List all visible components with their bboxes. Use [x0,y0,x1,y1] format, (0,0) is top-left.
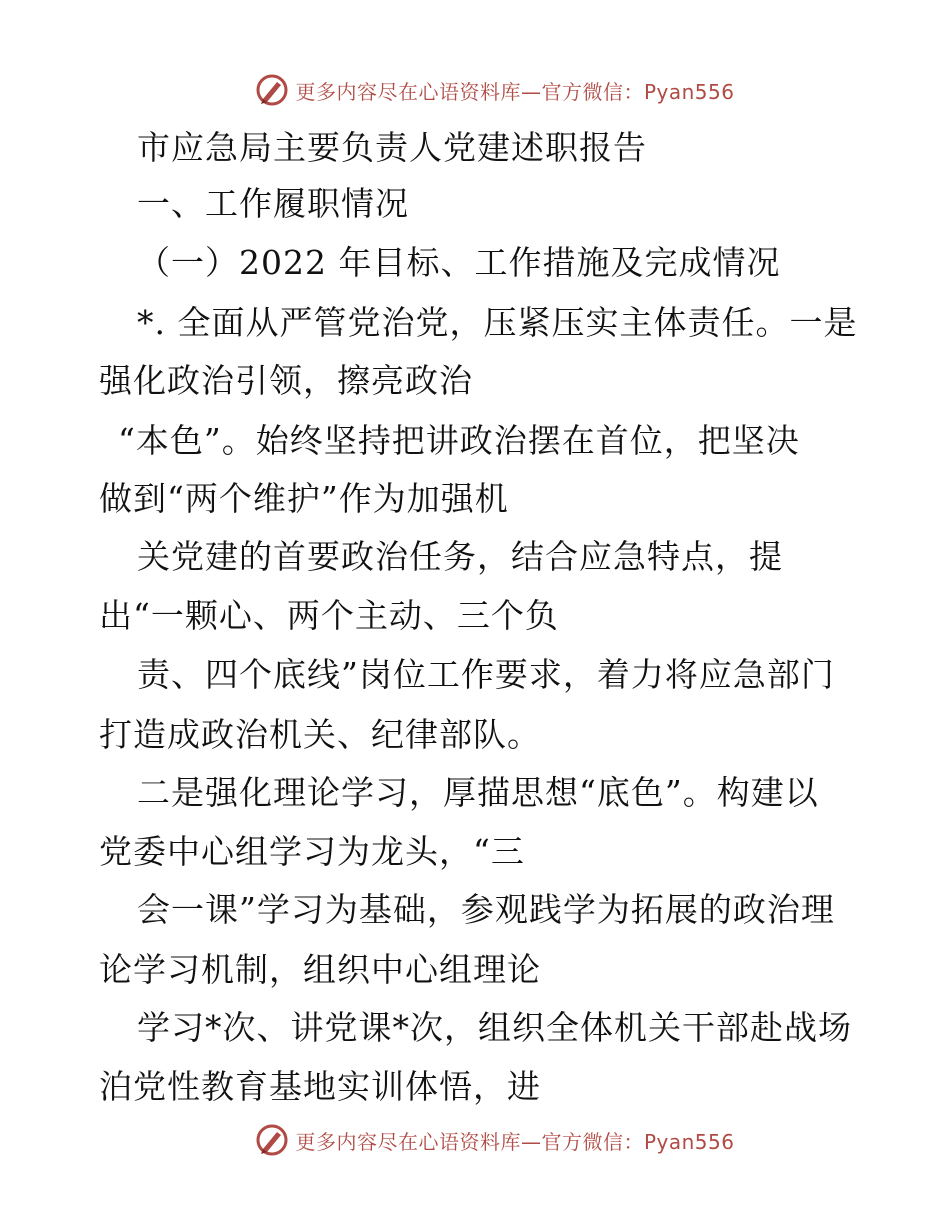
paragraph-line: 会一课”学习为基础，参观践学为拓展的政治理 [137,890,835,929]
paragraph-line: 二是强化理论学习，厚描思想“底色”。构建以 [137,773,819,812]
paragraph-line: 打造成政治机关、纪律部队。 [99,715,541,754]
paragraph-line: 论学习机制，组织中心组理论 [99,950,541,989]
paragraph-line: 泊党性教育基地实训体悟，进 [99,1067,541,1106]
paragraph-line: 学习*次、讲党课*次，组织全体机关干部赴战场 [137,1008,852,1047]
document-title: 市应急局主要负责人党建述职报告 [137,128,647,167]
watermark-banner-inner [255,1123,734,1157]
paragraph-line: *. 全面从严管党治党，压紧压实主体责任。一是 [137,303,858,342]
paragraph-line: 出“一颗心、两个主动、三个负 [99,596,559,635]
pen-logo-icon [255,1123,289,1157]
watermark-banner-top [0,70,950,110]
section-heading: 一、工作履职情况 [137,184,409,223]
subsection-heading: （一）2022 年目标、工作措施及完成情况 [137,243,781,282]
paragraph-line: 强化政治引领，擦亮政治 [99,361,473,400]
watermark-banner-bottom [0,1120,950,1160]
paragraph-line: 关党建的首要政治任务，结合应急特点，提 [137,537,783,576]
paragraph-line: 党委中心组学习为龙头，“三 [99,832,525,871]
watermark-text: 更多内容尽在心语资料库—官方微信：Pyan556 [295,79,735,104]
pen-logo-icon [255,73,289,107]
watermark-text: 更多内容尽在心语资料库—官方微信：Pyan556 [295,1129,735,1154]
paragraph-line: 做到“两个维护”作为加强机 [99,479,509,518]
watermark-banner-inner [255,73,734,107]
paragraph-line: “本色”。始终坚持把讲政治摆在首位，把坚决 [118,421,800,460]
paragraph-line: 责、四个底线”岗位工作要求，着力将应急部门 [137,655,835,694]
